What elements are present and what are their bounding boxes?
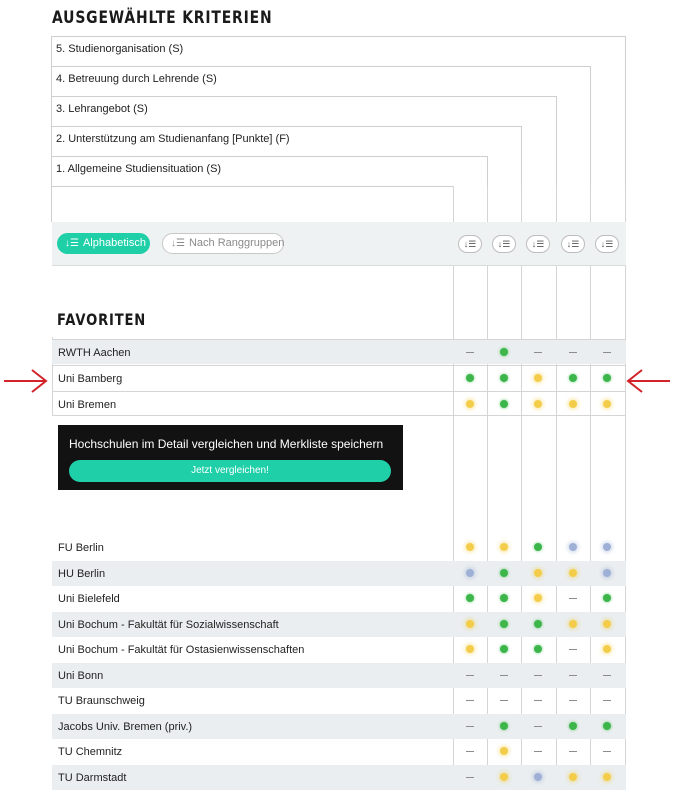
rating-green-dot-icon <box>500 569 508 577</box>
university-name[interactable]: TU Braunschweig <box>58 695 145 707</box>
rating-cell <box>590 340 624 365</box>
criterion-label: 2. Unterstützung am Studienanfang [Punkte] (F) <box>56 133 290 145</box>
rating-cell <box>453 688 487 713</box>
rating-cell <box>521 714 555 739</box>
criterion-label: 3. Lehrangebot (S) <box>56 103 148 115</box>
rating-cell <box>521 739 555 764</box>
rating-cell <box>556 535 590 560</box>
rating-cell <box>590 688 624 713</box>
rating-cell <box>556 612 590 637</box>
rating-green-dot-icon <box>534 543 542 551</box>
university-name[interactable]: Uni Bremen <box>58 399 117 411</box>
rating-yellow-dot-icon <box>534 374 542 382</box>
rating-green-dot-icon <box>500 722 508 730</box>
sort-icon: ↓☰ <box>65 238 79 249</box>
rating-green-dot-icon <box>500 620 508 628</box>
no-rating-dash-icon <box>569 598 577 599</box>
sort-column-3-button[interactable]: ↓☰ <box>526 235 550 253</box>
rating-cell <box>453 366 487 391</box>
table-row[interactable] <box>52 714 626 739</box>
table-row[interactable] <box>52 765 626 790</box>
rating-cell <box>590 739 624 764</box>
rating-green-dot-icon <box>534 620 542 628</box>
no-rating-dash-icon <box>466 352 474 353</box>
compare-now-button[interactable]: Jetzt vergleichen! <box>69 460 391 482</box>
rating-blue-dot-icon <box>569 543 577 551</box>
criterion-divider <box>52 186 454 187</box>
university-name[interactable]: Uni Bamberg <box>58 373 123 385</box>
rating-cell <box>453 586 487 611</box>
rating-cell <box>590 663 624 688</box>
rating-green-dot-icon <box>603 594 611 602</box>
table-row[interactable] <box>52 535 626 560</box>
rating-cell <box>453 612 487 637</box>
rating-yellow-dot-icon <box>466 645 474 653</box>
rating-cell <box>590 714 624 739</box>
rating-yellow-dot-icon <box>569 400 577 408</box>
university-name[interactable]: Jacobs Univ. Bremen (priv.) <box>58 721 193 733</box>
no-rating-dash-icon <box>466 726 474 727</box>
no-rating-dash-icon <box>534 352 542 353</box>
table-row[interactable] <box>52 339 626 364</box>
no-rating-dash-icon <box>603 751 611 752</box>
annotation-arrow-left-icon <box>626 366 672 396</box>
table-row[interactable] <box>52 612 626 637</box>
rating-blue-dot-icon <box>534 773 542 781</box>
table-row[interactable] <box>52 365 626 390</box>
rating-cell <box>521 366 555 391</box>
university-name[interactable]: Uni Bonn <box>58 670 104 682</box>
table-row[interactable] <box>52 637 626 662</box>
table-row[interactable] <box>52 739 626 764</box>
university-name[interactable]: RWTH Aachen <box>58 347 131 359</box>
rating-cell <box>521 688 555 713</box>
university-name[interactable]: TU Chemnitz <box>58 746 123 758</box>
university-name[interactable]: TU Darmstadt <box>58 772 127 784</box>
university-name[interactable]: FU Berlin <box>58 542 104 554</box>
rating-cell <box>453 535 487 560</box>
rating-cell <box>453 714 487 739</box>
annotation-arrow-right-icon <box>2 366 48 396</box>
criteria-frame-left <box>51 36 52 222</box>
rating-cell <box>521 535 555 560</box>
criterion-label: 5. Studienorganisation (S) <box>56 43 184 55</box>
sort-icon: ↓☰ <box>171 238 185 249</box>
rating-green-dot-icon <box>466 374 474 382</box>
rating-cell <box>556 688 590 713</box>
rating-cell <box>590 637 624 662</box>
sort-column-4-button[interactable]: ↓☰ <box>561 235 585 253</box>
rating-green-dot-icon <box>603 722 611 730</box>
rating-yellow-dot-icon <box>500 543 508 551</box>
rating-green-dot-icon <box>534 645 542 653</box>
rating-cell <box>453 392 487 417</box>
rating-yellow-dot-icon <box>603 620 611 628</box>
rating-yellow-dot-icon <box>569 569 577 577</box>
rating-cell <box>453 663 487 688</box>
no-rating-dash-icon <box>534 700 542 701</box>
no-rating-dash-icon <box>534 675 542 676</box>
rating-cell <box>556 586 590 611</box>
rating-yellow-dot-icon <box>466 543 474 551</box>
promo-text: Hochschulen im Detail vergleichen und Merkliste speichern <box>69 437 384 451</box>
rating-cell <box>556 714 590 739</box>
table-row[interactable] <box>52 561 626 586</box>
rating-yellow-dot-icon <box>534 594 542 602</box>
rating-cell <box>556 561 590 586</box>
no-rating-dash-icon <box>466 777 474 778</box>
rating-yellow-dot-icon <box>569 620 577 628</box>
no-rating-dash-icon <box>569 352 577 353</box>
rating-cell <box>521 663 555 688</box>
rating-cell <box>487 561 521 586</box>
rating-cell <box>556 340 590 365</box>
rating-cell <box>556 392 590 417</box>
no-rating-dash-icon <box>603 675 611 676</box>
rating-green-dot-icon <box>569 374 577 382</box>
rating-yellow-dot-icon <box>603 400 611 408</box>
rating-blue-dot-icon <box>466 569 474 577</box>
rating-yellow-dot-icon <box>466 620 474 628</box>
rating-blue-dot-icon <box>603 543 611 551</box>
rating-cell <box>590 366 624 391</box>
rating-cell <box>556 739 590 764</box>
no-rating-dash-icon <box>466 751 474 752</box>
rating-cell <box>556 637 590 662</box>
rating-green-dot-icon <box>500 348 508 356</box>
rating-yellow-dot-icon <box>603 645 611 653</box>
rating-cell <box>487 714 521 739</box>
rating-cell <box>487 765 521 790</box>
rating-yellow-dot-icon <box>500 773 508 781</box>
rating-cell <box>487 663 521 688</box>
no-rating-dash-icon <box>500 700 508 701</box>
rating-cell <box>590 535 624 560</box>
no-rating-dash-icon <box>534 726 542 727</box>
favorites-title: FAVORITEN <box>57 310 147 329</box>
rating-cell <box>487 340 521 365</box>
table-row[interactable] <box>52 586 626 611</box>
rating-yellow-dot-icon <box>603 773 611 781</box>
no-rating-dash-icon <box>603 352 611 353</box>
no-rating-dash-icon <box>466 700 474 701</box>
university-name[interactable]: HU Berlin <box>58 568 106 580</box>
rating-cell <box>453 739 487 764</box>
rating-cell <box>590 561 624 586</box>
rating-cell <box>556 663 590 688</box>
university-name[interactable]: Uni Bochum - Fakultät für Sozialwissenschaft <box>58 619 279 631</box>
rating-yellow-dot-icon <box>466 400 474 408</box>
rating-cell <box>521 765 555 790</box>
no-rating-dash-icon <box>569 675 577 676</box>
rating-cell <box>487 739 521 764</box>
sort-alphabetical-button[interactable]: ↓☰ Alphabetisch <box>57 233 150 254</box>
rating-yellow-dot-icon <box>569 773 577 781</box>
sort-column-1-button[interactable]: ↓☰ <box>458 235 482 253</box>
university-name[interactable]: Uni Bielefeld <box>58 593 120 605</box>
page-title: AUSGEWÄHLTE KRITERIEN <box>52 8 273 28</box>
rating-yellow-dot-icon <box>534 400 542 408</box>
rating-cell <box>521 392 555 417</box>
rating-cell <box>487 392 521 417</box>
table-row[interactable] <box>52 688 626 713</box>
rating-cell <box>521 586 555 611</box>
rating-cell <box>487 688 521 713</box>
rating-green-dot-icon <box>466 594 474 602</box>
rating-green-dot-icon <box>500 400 508 408</box>
sort-bar <box>52 222 626 266</box>
rating-green-dot-icon <box>500 645 508 653</box>
rating-green-dot-icon <box>500 594 508 602</box>
sort-rank-group-button[interactable]: ↓☰ Nach Ranggruppen <box>162 233 284 254</box>
rating-yellow-dot-icon <box>500 747 508 755</box>
rating-cell <box>487 586 521 611</box>
no-rating-dash-icon <box>569 751 577 752</box>
rating-cell <box>487 612 521 637</box>
rating-cell <box>590 612 624 637</box>
criterion-header-1 <box>52 156 488 222</box>
rating-cell <box>521 561 555 586</box>
rating-cell <box>590 586 624 611</box>
compare-promo <box>58 425 403 490</box>
rating-cell <box>521 340 555 365</box>
rating-cell <box>590 765 624 790</box>
rating-cell <box>521 612 555 637</box>
no-rating-dash-icon <box>466 675 474 676</box>
criterion-label: 4. Betreuung durch Lehrende (S) <box>56 73 217 85</box>
rating-cell <box>487 366 521 391</box>
rating-cell <box>556 765 590 790</box>
rating-cell <box>590 392 624 417</box>
rating-blue-dot-icon <box>603 569 611 577</box>
rating-green-dot-icon <box>500 374 508 382</box>
sort-column-5-button[interactable]: ↓☰ <box>595 235 619 253</box>
rating-cell <box>453 561 487 586</box>
table-row[interactable] <box>52 391 626 416</box>
rating-cell <box>453 340 487 365</box>
no-rating-dash-icon <box>603 700 611 701</box>
rating-cell <box>521 637 555 662</box>
no-rating-dash-icon <box>500 675 508 676</box>
rating-cell <box>453 637 487 662</box>
university-name[interactable]: Uni Bochum - Fakultät für Ostasienwissenschaften <box>58 644 305 656</box>
no-rating-dash-icon <box>569 700 577 701</box>
rating-cell <box>556 366 590 391</box>
table-row[interactable] <box>52 663 626 688</box>
no-rating-dash-icon <box>534 751 542 752</box>
rating-green-dot-icon <box>603 374 611 382</box>
rating-green-dot-icon <box>569 722 577 730</box>
sort-column-2-button[interactable]: ↓☰ <box>492 235 516 253</box>
no-rating-dash-icon <box>569 649 577 650</box>
rating-cell <box>487 637 521 662</box>
rating-yellow-dot-icon <box>534 569 542 577</box>
rating-cell <box>487 535 521 560</box>
rating-cell <box>453 765 487 790</box>
criterion-label: 1. Allgemeine Studiensituation (S) <box>56 163 222 175</box>
